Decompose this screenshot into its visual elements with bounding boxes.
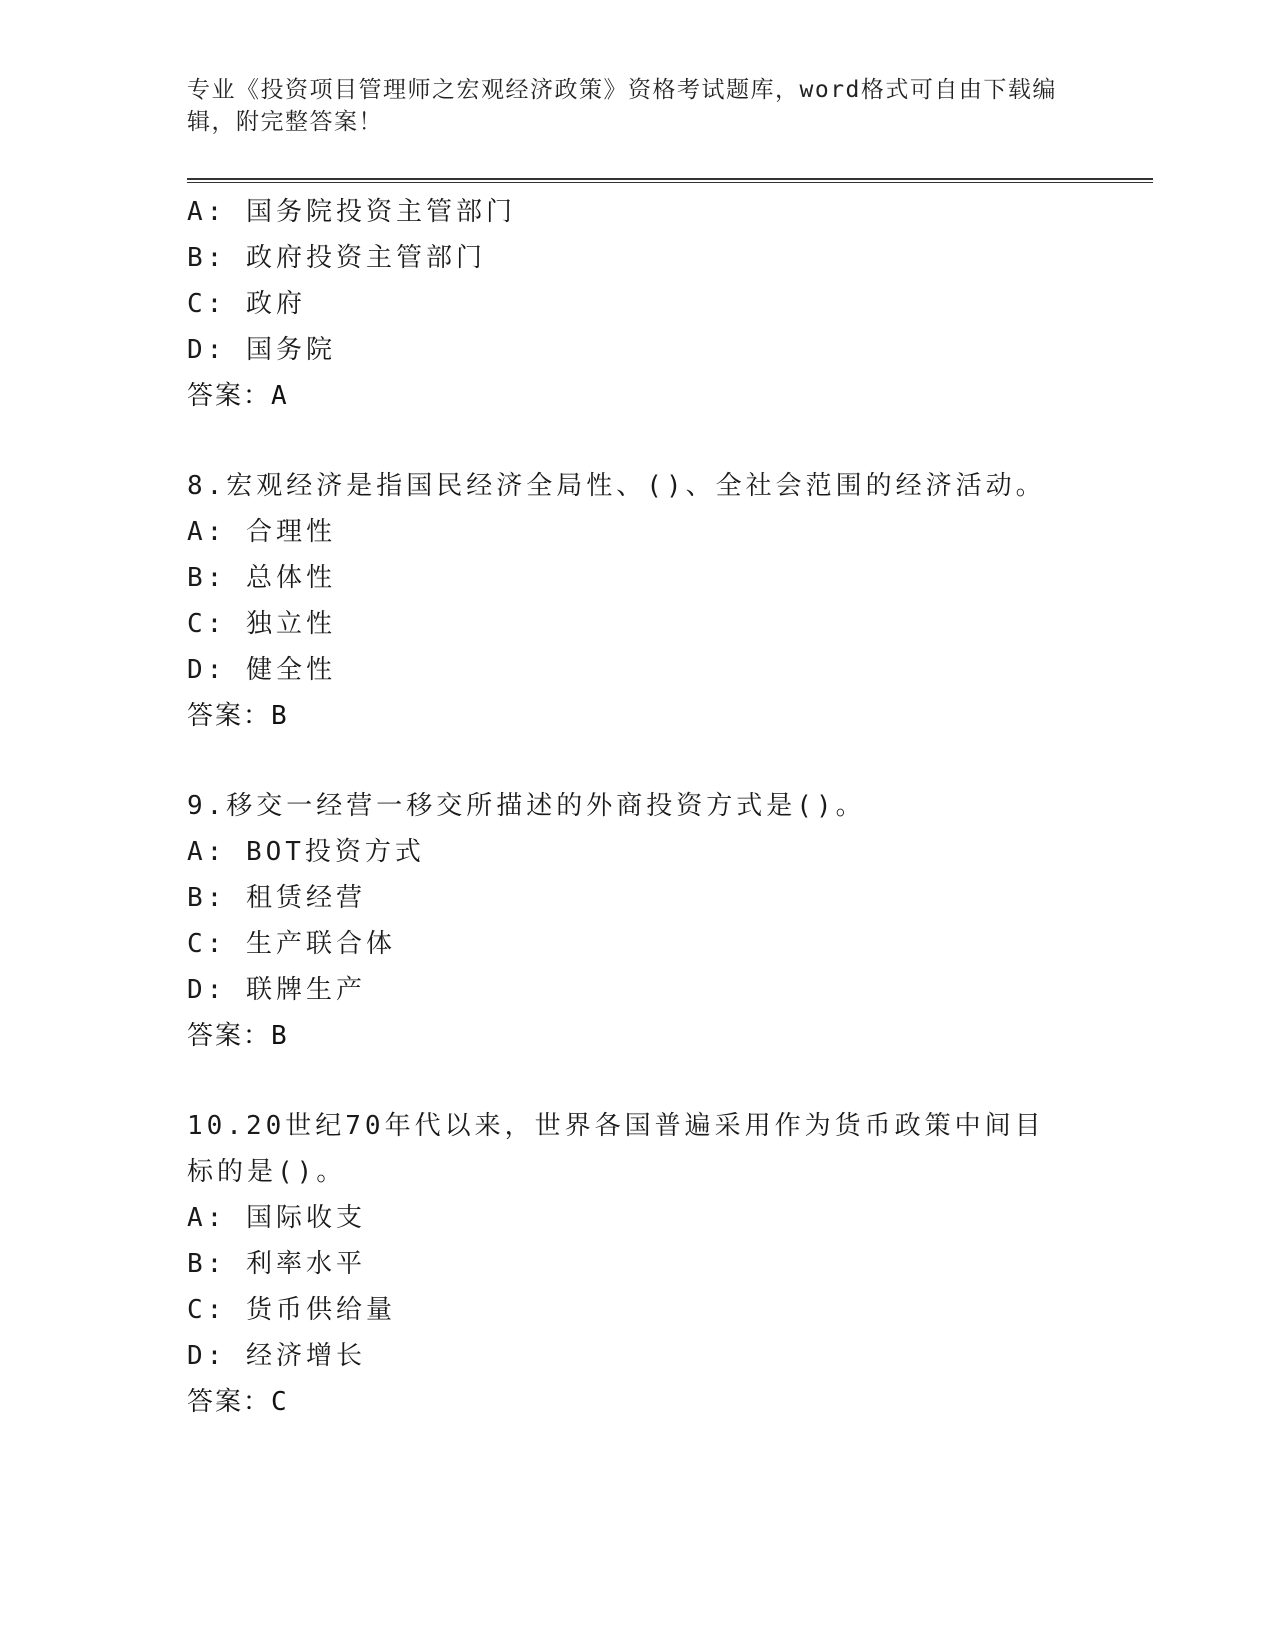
option-b: B: 租赁经营	[187, 883, 366, 913]
option-d: D: 健全性	[187, 655, 336, 685]
question-stem: 9.移交一经营一移交所描述的外商投资方式是()。	[187, 791, 866, 821]
answer-label: 答案：	[187, 1021, 272, 1051]
option-d: D: 经济增长	[187, 1341, 366, 1371]
option-a: A: BOT投资方式	[187, 837, 425, 867]
question-list	[187, 189, 1087, 1425]
option-c: C: 独立性	[187, 609, 336, 639]
option-b: B: 政府投资主管部门	[187, 243, 486, 273]
question-10	[187, 1103, 1087, 1425]
option-a: A: 国际收支	[187, 1203, 366, 1233]
answer-line	[187, 1013, 1087, 1059]
answer-value: B	[271, 701, 289, 731]
answer-label: 答案：	[187, 701, 272, 731]
question-stem: 10.20世纪70年代以来，世界各国普遍采用作为货币政策中间目标的是()。	[187, 1111, 1045, 1187]
answer-line	[187, 1379, 1087, 1425]
answer-value: C	[271, 1387, 289, 1417]
answer-label: 答案：	[187, 1387, 272, 1417]
option-c: C: 政府	[187, 289, 306, 319]
option-d: D: 联牌生产	[187, 975, 366, 1005]
option-d: D: 国务院	[187, 335, 336, 365]
spacer	[187, 739, 1087, 783]
answer-line	[187, 373, 1087, 419]
option-b: B: 利率水平	[187, 1249, 366, 1279]
answer-line	[187, 693, 1087, 739]
document-header: 专业《投资项目管理师之宏观经济政策》资格考试题库，word格式可自由下载编辑，附完整答案！	[187, 77, 1057, 135]
question-8	[187, 463, 1087, 739]
spacer	[187, 1059, 1087, 1103]
question-stem: 8.宏观经济是指国民经济全局性、()、全社会范围的经济活动。	[187, 471, 1046, 501]
question-9	[187, 783, 1087, 1059]
option-c: C: 货币供给量	[187, 1295, 396, 1325]
option-a: A: 国务院投资主管部门	[187, 197, 516, 227]
option-b: B: 总体性	[187, 563, 336, 593]
option-a: A: 合理性	[187, 517, 336, 547]
spacer	[187, 419, 1087, 463]
answer-value: A	[271, 381, 289, 411]
answer-value: B	[271, 1021, 289, 1051]
question-7-continued	[187, 189, 1087, 419]
header-divider	[187, 178, 1153, 183]
answer-label: 答案：	[187, 381, 272, 411]
option-c: C: 生产联合体	[187, 929, 396, 959]
